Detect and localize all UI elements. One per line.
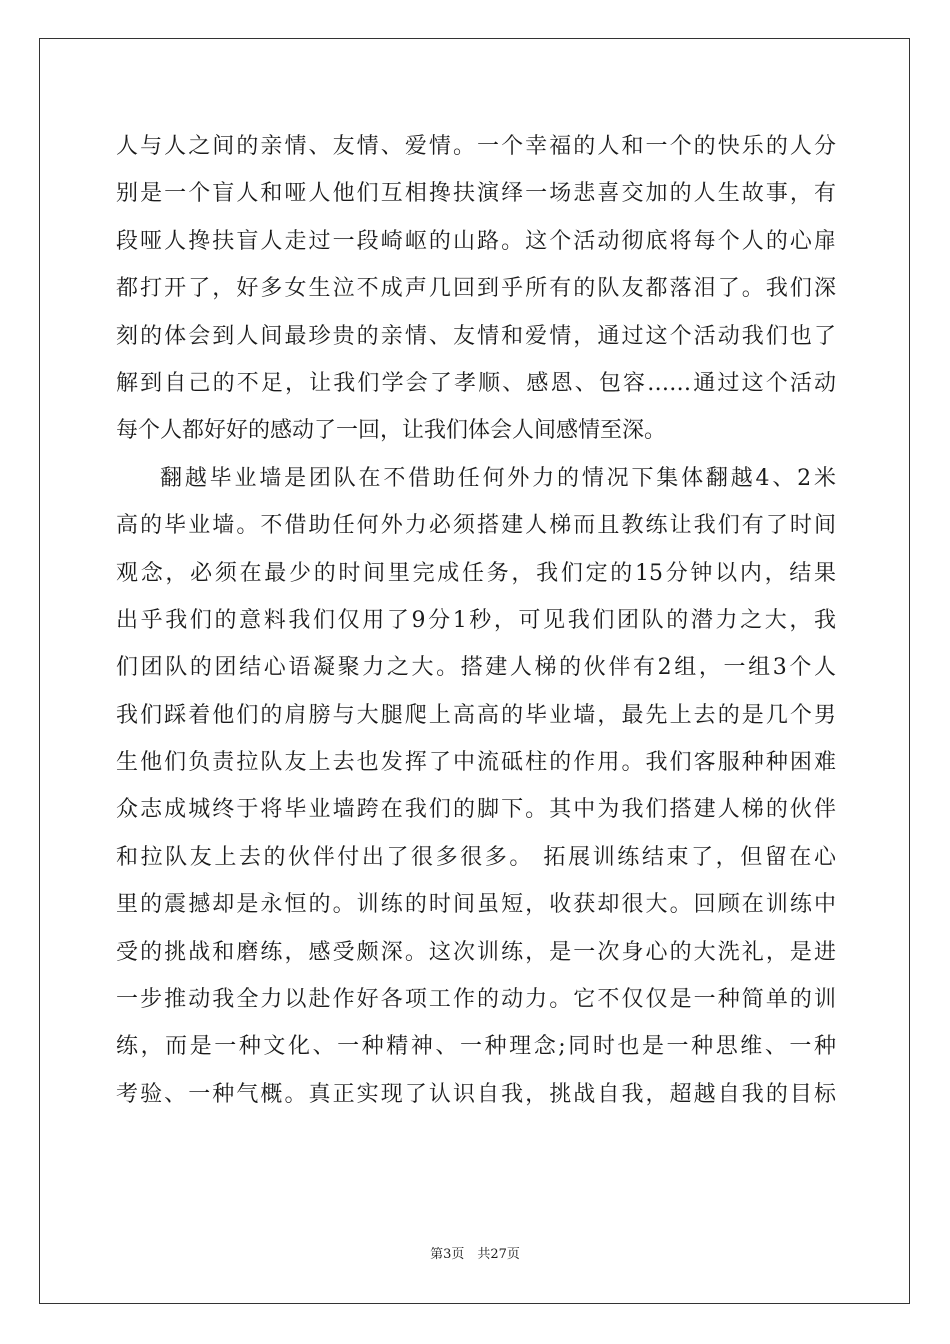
text-line: 都打开了，好多女生泣不成声几回到乎所有的队友都落泪了。我们深 [116, 276, 836, 302]
text-line: 生他们负责拉队友上去也发挥了中流砥柱的作用。我们客服种种困难 [116, 750, 836, 776]
text-line: 解到自己的不足，让我们学会了孝顺、感恩、包容……通过这个活动 [116, 370, 836, 396]
paragraph-2 [116, 455, 836, 1118]
text-line: 人与人之间的亲情、友情、爱情。一个幸福的人和一个的快乐的人分 [116, 134, 836, 159]
text-line: 别是一个盲人和哑人他们互相搀扶演绎一场悲喜交加的人生故事，有 [116, 181, 836, 207]
paragraph-1 [116, 123, 836, 455]
text-line: 高的毕业墙。不借助任何外力必须搭建人梯而且教练让我们有了时间 [116, 513, 836, 539]
text-line: 段哑人搀扶盲人走过一段崎岖的山路。这个活动彻底将每个人的心扉 [116, 228, 836, 254]
text-line: 考验、一种气概。真正实现了认识自我，挑战自我，超越自我的目标 [116, 1081, 836, 1107]
text-line: 练，而是一种文化、一种精神、一种理念;同时也是一种思维、一种 [116, 1034, 836, 1060]
text-line: 出乎我们的意料我们仅用了9分1秒，可见我们团队的潜力之大，我 [116, 607, 836, 633]
text-line: 我们踩着他们的肩膀与大腿爬上高高的毕业墙，最先上去的是几个男 [116, 702, 836, 728]
text-line: 每个人都好好的感动了一回，让我们体会人间感情至深。 [116, 418, 667, 444]
document-body [116, 123, 836, 1118]
text-line: 受的挑战和磨练，感受颇深。这次训练，是一次身心的大洗礼，是进 [116, 939, 836, 965]
text-line: 一步推动我全力以赴作好各项工作的动力。它不仅仅是一种简单的训 [116, 987, 836, 1013]
page-number-footer: 第3页 共27页 [430, 1247, 520, 1262]
text-line: 里的震撼却是永恒的。训练的时间虽短，收获却很大。回顾在训练中 [116, 892, 836, 918]
text-line: 众志成城终于将毕业墙跨在我们的脚下。其中为我们搭建人梯的伙伴 [116, 797, 836, 823]
text-line: 和拉队友上去的伙伴付出了很多很多。 拓展训练结束了，但留在心 [116, 844, 836, 870]
text-line: 观念，必须在最少的时间里完成任务，我们定的15分钟以内，结果 [116, 560, 836, 586]
text-line: 翻越毕业墙是团队在不借助任何外力的情况下集体翻越4、2米 [160, 465, 836, 491]
text-line: 刻的体会到人间最珍贵的亲情、友情和爱情，通过这个活动我们也了 [116, 323, 836, 349]
text-line: 们团队的团结心语凝聚力之大。搭建人梯的伙伴有2组，一组3个人 [116, 655, 836, 681]
